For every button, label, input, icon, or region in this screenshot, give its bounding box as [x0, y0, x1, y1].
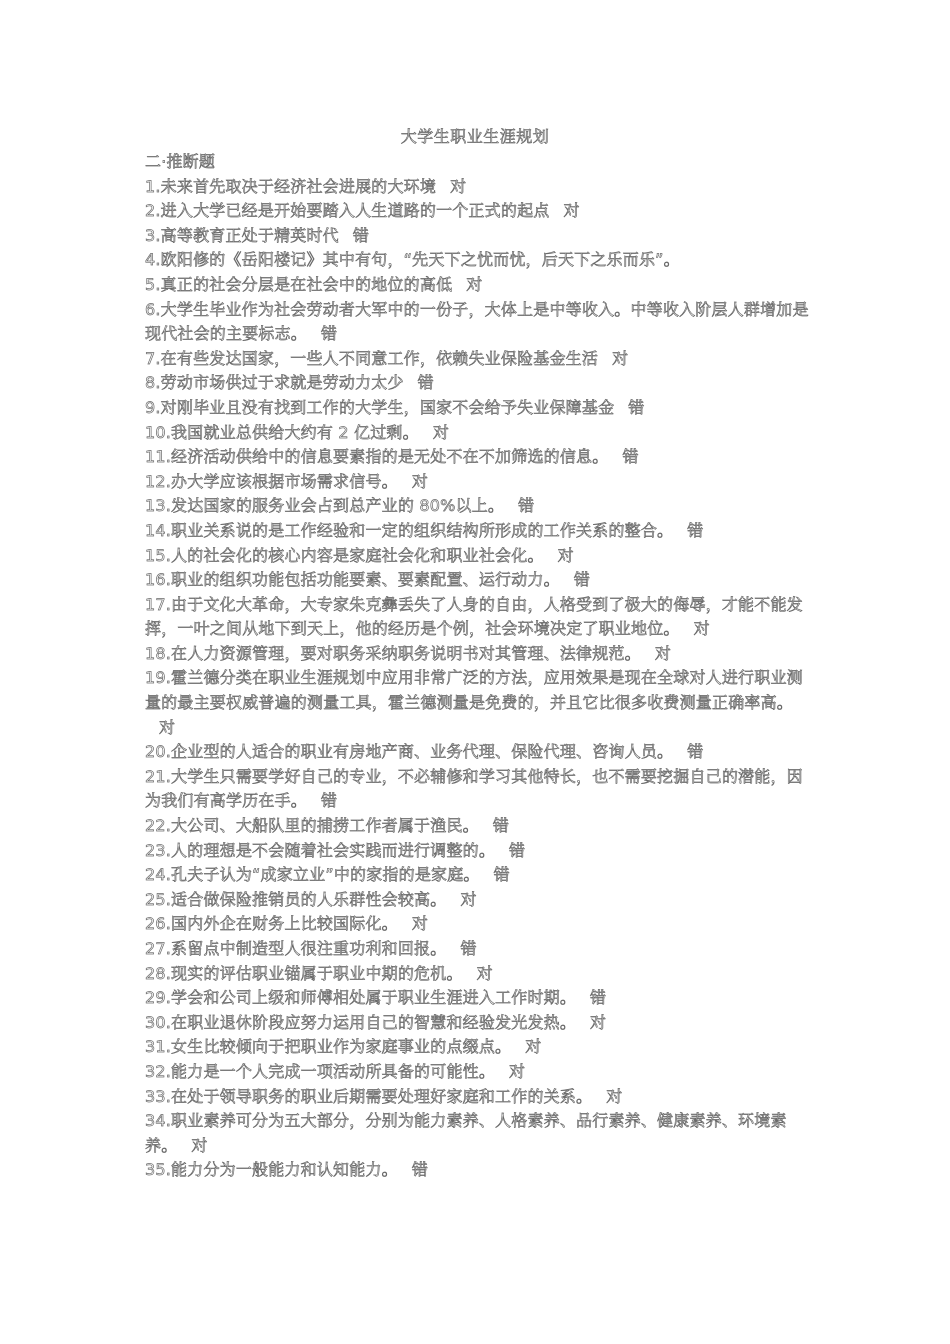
question-item [145, 986, 810, 1011]
answer-label: 错 [687, 520, 704, 540]
answer-label: 对 [411, 471, 429, 491]
question-item [145, 199, 810, 224]
answer-label: 错 [460, 939, 477, 958]
question-text: 33.在处于领导职务的职业后期需要处理好家庭和工作的关系。 [145, 1086, 593, 1106]
question-text: 20.企业型的人适合的职业有房地产商、业务代理、保险代理、咨询人员。 [145, 742, 674, 762]
question-item [145, 863, 810, 888]
question-item [145, 175, 810, 200]
question-text: 4.欧阳修的《岳阳楼记》其中有句，“先天下之忧而忧，后天下之乐而乐”。 [145, 250, 680, 270]
question-text: 18.在人力资源管理，要对职务采纳职务说明书对其管理、法律规范。 [145, 643, 641, 663]
answer-label: 对 [159, 717, 176, 737]
answer-label: 错 [493, 865, 510, 885]
question-item [145, 224, 810, 249]
answer-label: 错 [492, 816, 510, 836]
answer-label: 错 [622, 447, 639, 467]
question-text: 12.办大学应该根据市场需求信号。 [145, 471, 398, 491]
answer-label: 错 [628, 397, 645, 417]
question-text: 1.未来首先取决于经济社会进展的大环境 [145, 176, 437, 196]
question-text: 27.系留点中制造型人很注重功利和回报。 [145, 939, 447, 958]
question-text: 16.职业的组织功能包括功能要素、要素配置、运行动力。 [145, 570, 560, 590]
question-text: 34.职业素养可分为五大部分，分别为能力素养、人格素养、品行素养、健康素养、环境素养。 [145, 1111, 787, 1155]
answer-label: 对 [525, 1037, 542, 1057]
answer-label: 对 [509, 1061, 526, 1081]
question-text: 25.适合做保险推销员的人乐群性会较高。 [145, 889, 447, 909]
answer-label: 错 [321, 791, 338, 811]
answer-label: 对 [450, 176, 467, 196]
answer-label: 错 [687, 742, 704, 762]
question-item [145, 445, 810, 470]
question-item [145, 1109, 810, 1158]
answer-label: 对 [466, 274, 483, 294]
answer-label: 错 [417, 373, 434, 393]
question-text: 22.大公司、大船队里的捕捞工作者属于渔民。 [145, 816, 479, 836]
question-text: 23.人的理想是不会随着社会实践而进行调整的。 [145, 840, 496, 860]
answer-label: 对 [411, 914, 429, 934]
question-text: 31.女生比较倾向于把职业作为家庭事业的点缀点。 [145, 1037, 512, 1057]
question-text: 32.能力是一个人完成一项活动所具备的可能性。 [145, 1061, 496, 1081]
question-item [145, 814, 810, 839]
question-item [145, 765, 810, 814]
question-item [145, 1035, 810, 1060]
answer-label: 对 [612, 348, 629, 368]
question-item [145, 298, 810, 347]
question-item [145, 273, 810, 298]
question-text: 35.能力分为一般能力和认知能力。 [145, 1160, 398, 1180]
question-text: 11.经济活动供给中的信息要素指的是无处不在不加筛选的信息。 [145, 447, 609, 467]
answer-label: 对 [590, 1012, 607, 1032]
question-text: 19.霍兰德分类在职业生涯规划中应用非常广泛的方法，应用效果是现在全球对人进行职业测量的最主要权威普遍的测量工具，霍兰德测量是免费的，并且它比很多收费测量正确率高。 [145, 668, 803, 713]
question-item [145, 519, 810, 544]
answer-label: 对 [460, 889, 477, 909]
question-item [145, 1158, 810, 1183]
question-text: 14.职业关系说的是工作经验和一定的组织结构所形成的工作关系的整合。 [145, 520, 674, 540]
question-text: 15.人的社会化的核心内容是家庭社会化和职业社会化。 [145, 545, 544, 565]
section-heading: 二·推断题 [145, 152, 216, 171]
question-item [145, 666, 810, 740]
question-item [145, 642, 810, 667]
question-text: 28.现实的评估职业锚属于职业中期的危机。 [145, 963, 463, 983]
question-item [145, 912, 810, 937]
question-item [145, 962, 810, 987]
question-item [145, 937, 810, 962]
question-item [145, 839, 810, 864]
answer-label: 错 [321, 324, 338, 344]
question-text: 8.劳动市场供过于求就是劳动力太少 [145, 373, 404, 393]
question-item [145, 470, 810, 495]
question-item [145, 347, 810, 372]
question-text: 9.对刚毕业且没有找到工作的大学生，国家不会给予失业保障基金 [145, 397, 615, 417]
question-item [145, 568, 810, 593]
answer-label: 对 [191, 1135, 208, 1155]
question-text: 29.学会和公司上级和师傅相处属于职业生涯进入工作时期。 [145, 988, 577, 1008]
question-text: 7.在有些发达国家，一些人不同意工作，依赖失业保险基金生活 [145, 348, 599, 368]
question-item [145, 1060, 810, 1085]
question-item [145, 494, 810, 519]
question-text: 26.国内外企在财务上比较国际化。 [145, 914, 398, 934]
question-item [145, 1011, 810, 1036]
question-text: 30.在职业退休阶段应努力运用自己的智慧和经验发光发热。 [145, 1012, 577, 1032]
answer-label: 对 [432, 422, 450, 442]
answer-label: 对 [693, 619, 710, 639]
question-text: 17.由于文化大革命，大专家朱克彝丢失了人身的自由，人格受到了极大的侮辱，才能不能发挥，一叶之间从地下到天上，他的经历是个例，社会环境决定了职业地位。 [145, 594, 803, 639]
answer-label: 错 [573, 570, 591, 590]
question-text: 5.真正的社会分层是在社会中的地位的高低 [145, 274, 453, 294]
question-item [145, 248, 810, 273]
document-title: 大学生职业生涯规划 [400, 127, 550, 146]
answer-label: 对 [563, 201, 580, 221]
question-text: 2.进入大学已经是开始要踏入人生道路的一个正式的起点 [145, 201, 550, 221]
question-item [145, 396, 810, 421]
question-text: 24.孔夫子认为“成家立业”中的家指的是家庭。 [145, 865, 480, 885]
question-item [145, 371, 810, 396]
answer-label: 对 [476, 963, 493, 983]
answer-label: 错 [352, 225, 370, 245]
question-item [145, 544, 810, 569]
answer-label: 对 [557, 545, 574, 565]
question-item [145, 888, 810, 913]
answer-label: 对 [606, 1086, 623, 1106]
question-item [145, 421, 810, 446]
question-text: 13.发达国家的服务业会占到总产业的 80%以上。 [145, 496, 505, 516]
question-text: 6.大学生毕业作为社会劳动者大军中的一份子，大体上是中等收入。中等收入阶层人群增加是现代社会的主要标志。 [145, 299, 809, 344]
question-item [145, 740, 810, 765]
answer-label: 对 [654, 643, 672, 663]
question-list [145, 150, 810, 1183]
answer-label: 错 [518, 496, 535, 516]
answer-label: 错 [411, 1160, 429, 1180]
answer-label: 错 [509, 840, 526, 860]
question-item [145, 593, 810, 642]
question-text: 10.我国就业总供给大约有 2 亿过剩。 [145, 422, 419, 442]
question-text: 3.高等教育正处于精英时代 [145, 225, 339, 245]
question-item [145, 1085, 810, 1110]
question-text: 21.大学生只需要学好自己的专业，不必辅修和学习其他特长，也不需要挖掘自己的潜能，因为我们有高学历在手。 [145, 766, 803, 811]
answer-label: 错 [590, 988, 607, 1008]
